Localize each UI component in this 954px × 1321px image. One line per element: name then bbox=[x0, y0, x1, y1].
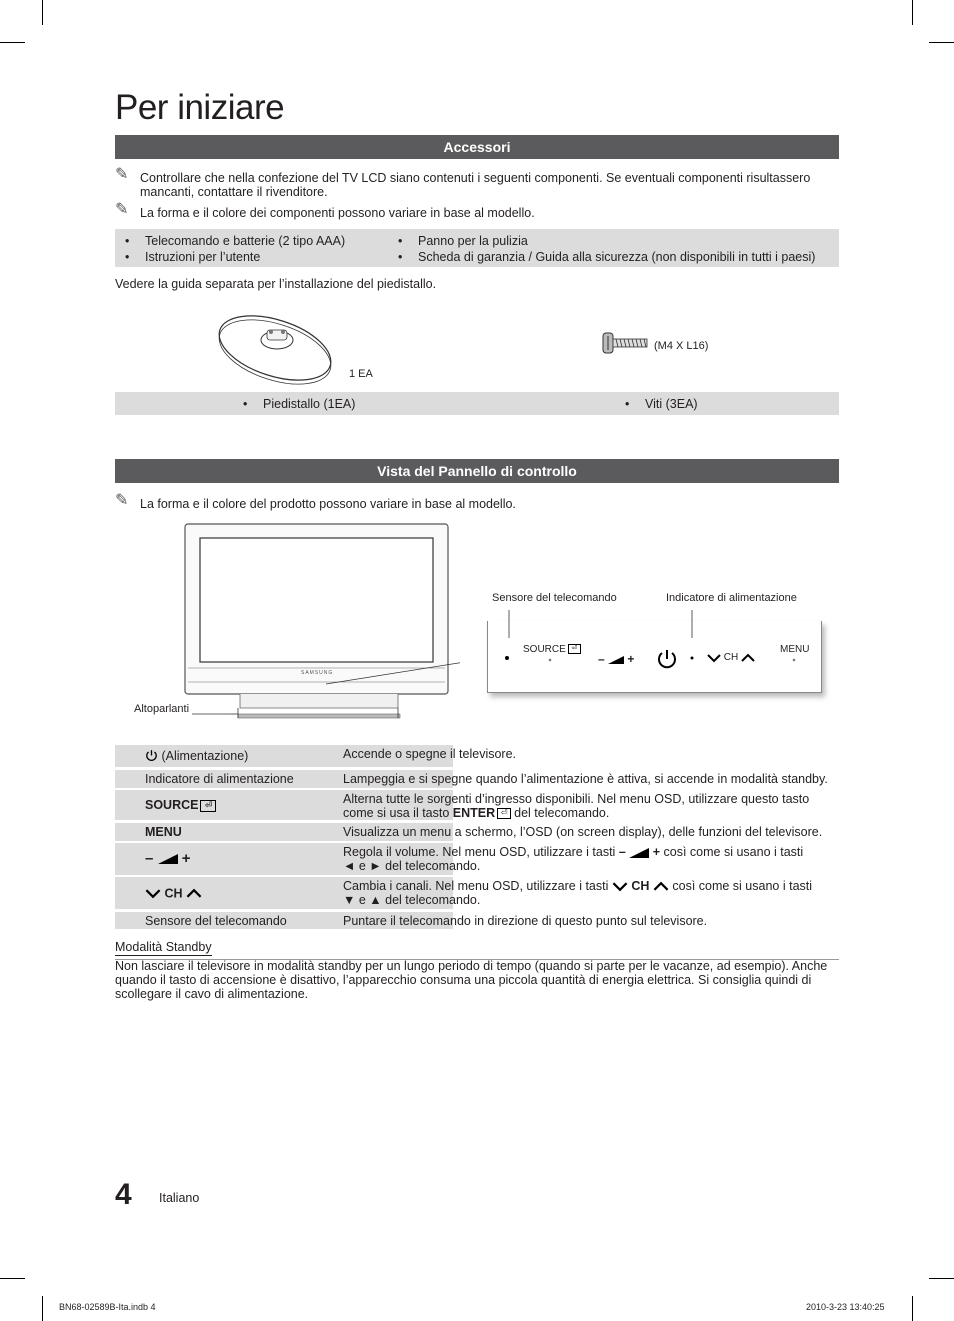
chevron-up-icon bbox=[741, 653, 755, 663]
stand-illustration bbox=[213, 310, 338, 385]
crop-mark bbox=[912, 1296, 913, 1321]
page-number: 4 bbox=[115, 1178, 132, 1211]
tv-illustration bbox=[130, 518, 460, 723]
panel-menu-button[interactable]: MENU bbox=[780, 644, 810, 655]
channel-control-label: CH bbox=[140, 877, 453, 909]
pencil-note-icon: ✎ bbox=[115, 166, 129, 183]
chevron-down-icon bbox=[707, 653, 721, 663]
note-text: Controllare che nella confezione del TV LCD siano contenuti i seguenti componenti. Se eventuali componenti risultassero mancanti, contattare il rivenditore. bbox=[140, 171, 811, 199]
section-heading-control-panel: Vista del Pannello di controllo bbox=[115, 459, 839, 483]
note-shape bbox=[115, 201, 815, 220]
callout-speakers: Altoparlanti bbox=[134, 703, 190, 715]
stand-guide-note: Vedere la guida separata per l’installazione del piedistallo. bbox=[115, 277, 437, 291]
standby-heading: Modalità Standby bbox=[115, 940, 212, 954]
panel-volume-control[interactable]: – + bbox=[598, 652, 635, 666]
crop-mark bbox=[0, 1278, 25, 1279]
panel-source-button[interactable]: SOURCE ⏎ bbox=[523, 643, 581, 657]
crop-mark bbox=[912, 0, 913, 25]
pencil-note-icon: ✎ bbox=[115, 492, 129, 509]
callout-remote-sensor: Sensore del telecomando bbox=[492, 592, 617, 604]
page-language: Italiano bbox=[159, 1191, 200, 1205]
note-text: La forma e il colore del prodotto possono variare in base al modello. bbox=[140, 497, 516, 511]
chevron-down-icon bbox=[145, 888, 161, 899]
page-title: Per iniziare bbox=[115, 88, 285, 127]
volume-wedge-icon bbox=[629, 848, 649, 858]
chevron-down-icon bbox=[612, 881, 628, 892]
stand-quantity: 1 EA bbox=[349, 368, 373, 380]
print-timestamp: 2010-3-23 13:40:25 bbox=[806, 1302, 885, 1312]
crop-mark bbox=[0, 42, 25, 43]
callout-power-indicator: Indicatore di alimentazione bbox=[666, 592, 797, 604]
parts-label-box bbox=[115, 392, 839, 415]
section-heading-accessories: Accessori bbox=[115, 135, 839, 159]
note-text: La forma e il colore dei componenti possono variare in base al modello. bbox=[140, 206, 535, 220]
chevron-up-icon bbox=[186, 888, 202, 899]
pencil-note-icon: ✎ bbox=[115, 201, 129, 218]
table-row: – + Regola il volume. Nel menu OSD, utilizzare i tasti – + così come si usano i tasti ◄ e ► del telecomando. bbox=[115, 843, 839, 875]
table-row: MENU Visualizza un menu a schermo, l’OSD (on screen display), delle funzioni del televisore. bbox=[115, 823, 839, 841]
table-row: CH Cambia i canali. Nel menu OSD, utilizzare i tasti CH così come si usano i tasti ▼ e ▲ del telecomando. bbox=[115, 877, 839, 909]
volume-wedge-icon bbox=[158, 854, 178, 864]
power-icon bbox=[145, 749, 158, 762]
note-contents bbox=[115, 166, 815, 199]
crop-mark bbox=[42, 0, 43, 25]
chevron-up-icon bbox=[653, 881, 669, 892]
enter-icon: ⏎ bbox=[200, 800, 216, 812]
enter-icon: ⏎ bbox=[497, 808, 511, 819]
note-product-shape bbox=[115, 492, 815, 511]
volume-wedge-icon bbox=[608, 656, 624, 664]
table-row: Sensore del telecomando Puntare il telecomando in direzione di questo punto sul televisore. bbox=[115, 912, 839, 929]
screw-illustration bbox=[602, 332, 650, 354]
panel-channel-control[interactable]: CH bbox=[707, 651, 755, 666]
volume-control-label: – + bbox=[140, 843, 453, 875]
tv-brand-logo: SAMSUNG bbox=[301, 670, 334, 676]
panel-power-button[interactable] bbox=[656, 648, 678, 670]
table-row: SOURCE ⏎ Alterna tutte le sorgenti d’ingresso disponibili. Nel menu OSD, utilizzare questo tasto come si usa il tasto ENTER ⏎ del telecomando. bbox=[115, 790, 839, 820]
enter-icon: ⏎ bbox=[568, 644, 581, 654]
crop-mark bbox=[929, 1278, 954, 1279]
table-row: (Alimentazione) Accende o spegne il televisore. bbox=[115, 745, 839, 767]
crop-mark bbox=[929, 42, 954, 43]
table-row: Indicatore di alimentazione Lampeggia e si spegne quando l’alimentazione è attiva, si accende in modalità standby. bbox=[115, 770, 839, 788]
standby-text: Non lasciare il televisore in modalità standby per un lungo periodo di tempo (quando si parte per le vacanze, ad esempio). Anche quando il tasto di accensione è disattivo, l’apparecchio consuma una piccola quantità di energia elettrica. Si consiglia quindi di scollegare il cavo di alimentazione. bbox=[115, 959, 828, 1001]
crop-mark bbox=[42, 1296, 43, 1321]
screw-size: (M4 X L16) bbox=[654, 340, 709, 352]
print-file-info: BN68-02589B-Ita.indb 4 bbox=[59, 1302, 156, 1312]
